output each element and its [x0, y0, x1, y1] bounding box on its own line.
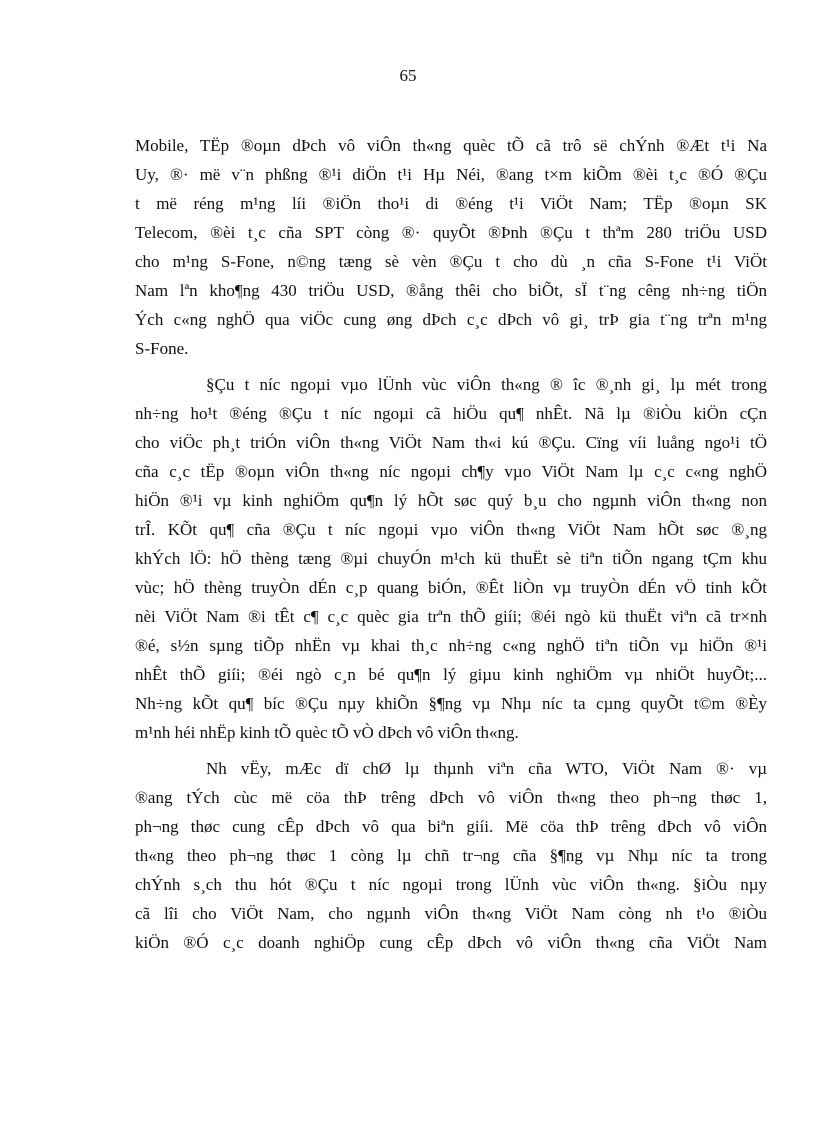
text-line: t më réng m¹ng líi ®iÖn tho¹i di ®éng t¹i ViÖt Nam; TËp ®oµn SK: [135, 194, 767, 213]
text-line: vùc; hÖ thèng truyÒn dÉn c¸p quang biÓn, ®Êt liÒn vµ truyÒn dÉn vÖ tinh kÕt: [135, 578, 767, 597]
text-line: kiÖn ®Ó c¸c doanh nghiÖp cung cÊp dÞch vô viÔn th«ng cña ViÖt Nam: [135, 933, 767, 952]
text-line: Nh vËy, mÆc dï chØ lµ thµnh viªn cña WTO, ViÖt Nam ®· vµ: [206, 759, 767, 778]
text-line: ®é, s½n sµng tiÕp nhËn vµ khai th¸c nh÷ng c«ng nghÖ tiªn tiÕn vµ hiÖn ®¹i: [135, 636, 767, 655]
page-number: 65: [399, 66, 417, 85]
text-line: nhÊt thÕ giíi; ®éi ngò c¸n bé qu¶n lý giµu kinh nghiÖm vµ nhiÖt huyÕt;...: [135, 665, 767, 684]
text-line: cña c¸c tËp ®oµn viÔn th«ng níc ngoµi ch¶y vµo ViÖt Nam lµ c¸c c«ng nghÖ: [135, 462, 767, 481]
text-line: Mobile, TËp ®oµn dÞch vô viÔn th«ng quèc tÕ cã trô së chÝnh ®Æt t¹i Na: [135, 136, 767, 155]
paragraph: [135, 131, 767, 363]
text-line: cã lîi cho ViÖt Nam, cho ngµnh viÔn th«ng ViÖt Nam còng nh t¹o ®iÒu: [135, 904, 767, 923]
text-line: m¹nh héi nhËp kinh tÕ quèc tÕ vÒ dÞch vô viÔn th«ng.: [135, 723, 519, 742]
paragraph: [135, 754, 767, 957]
text-line: trÎ. KÕt qu¶ cña ®Çu t níc ngoµi vµo viÔn th«ng ViÖt Nam hÕt søc ®¸ng: [135, 520, 767, 539]
text-line: ®ang tÝch cùc më cöa thÞ trêng dÞch vô viÔn th«ng theo ph¬ng thøc 1,: [135, 788, 767, 807]
text-line: nh÷ng ho¹t ®éng ®Çu t níc ngoµi cã hiÖu qu¶ nhÊt. Nã lµ ®iÒu kiÖn cÇn: [135, 404, 767, 423]
text-line: Nam lªn kho¶ng 430 triÖu USD, ®ång thêi cho biÕt, sÏ t¨ng cêng nh÷ng tiÖn: [135, 281, 767, 300]
paragraph-gap: [135, 363, 767, 370]
text-line: hiÖn ®¹i vµ kinh nghiÖm qu¶n lý hÕt søc quý b¸u cho ngµnh viÔn th«ng non: [135, 491, 767, 510]
text-line: chÝnh s¸ch thu hót ®Çu t níc ngoµi trong lÜnh vùc viÔn th«ng. §iÒu nµy: [135, 875, 767, 894]
text-line: §Çu t níc ngoµi vµo lÜnh vùc viÔn th«ng ® îc ®¸nh gi¸ lµ mét trong: [206, 375, 767, 394]
body-text: [135, 131, 767, 957]
paragraph: [135, 370, 767, 747]
text-line: ph¬ng thøc cung cÊp dÞch vô qua biªn giíi. Më cöa thÞ trêng dÞch vô viÔn: [135, 817, 767, 836]
text-line: Ých c«ng nghÖ qua viÖc cung øng dÞch c¸c dÞch vô gi¸ trÞ gia t¨ng trªn m¹ng: [135, 310, 767, 329]
text-line: S-Fone.: [135, 339, 189, 358]
text-line: Nh÷ng kÕt qu¶ bíc ®Çu nµy khiÕn §¶ng vµ Nhµ níc ta cµng quyÕt t©m ®Èy: [135, 694, 767, 713]
text-line: cho viÖc ph¸t triÓn viÔn th«ng ViÖt Nam th«i kú ®Çu. Cïng víi luång ngo¹i tÖ: [135, 433, 767, 452]
text-line: cho m¹ng S-Fone, n©ng tæng sè vèn ®Çu t cho dù ¸n cña S-Fone t¹i ViÖt: [135, 252, 767, 271]
text-line: Uy, ®· më v¨n phßng ®¹i diÖn t¹i Hµ Néi, ®ang t×m kiÕm ®èi t¸c ®Ó ®Çu: [135, 165, 767, 184]
text-line: th«ng theo ph¬ng thøc 1 còng lµ chñ tr¬ng cña §¶ng vµ Nhµ níc ta trong: [135, 846, 767, 865]
text-line: Telecom, ®èi t¸c cña SPT còng ®· quyÕt ®Þnh ®Çu t thªm 280 triÖu USD: [135, 223, 767, 242]
paragraph-gap: [135, 747, 767, 754]
text-line: nèi ViÖt Nam ®i tÊt c¶ c¸c quèc gia trªn thÕ giíi; ®éi ngò kü thuËt viªn cã tr×nh: [135, 607, 767, 626]
text-line: khÝch lÖ: hÖ thèng tæng ®µi chuyÓn m¹ch kü thuËt sè tiªn tiÕn ngang tÇm khu: [135, 549, 767, 568]
